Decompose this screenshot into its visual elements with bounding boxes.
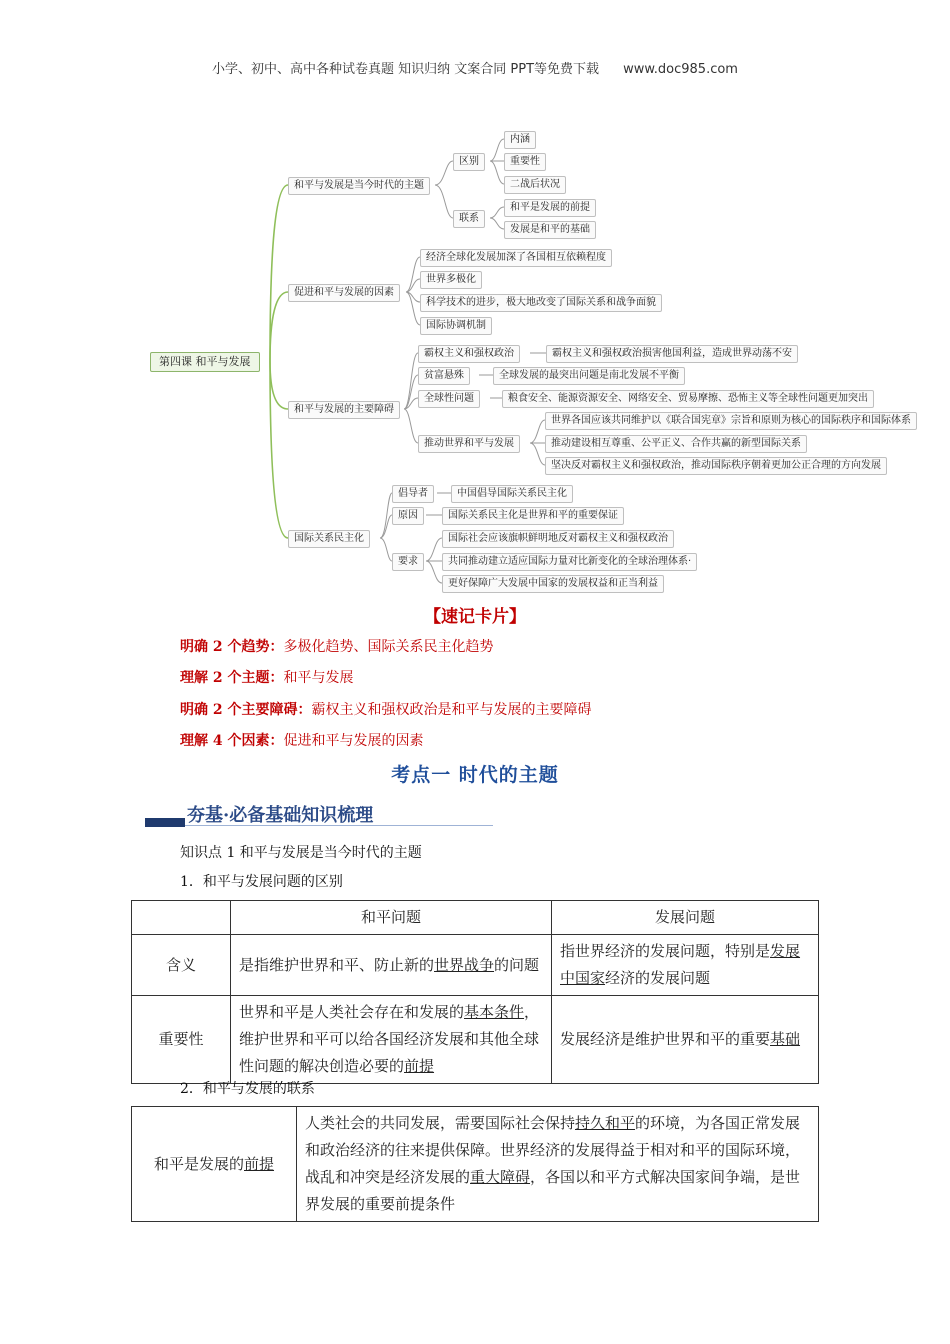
card-title: 【速记卡片】	[424, 607, 526, 627]
underlined-term: 世界战争	[434, 955, 495, 974]
mindmap-branch-democracy: 国际关系民主化	[288, 530, 370, 548]
mindmap-node: 原因	[392, 507, 424, 525]
header-text: 小学、初中、高中各种试卷真题 知识归纳 文案合同 PPT等免费下载	[212, 62, 600, 77]
cell-text: ，各国以和平方式解决国家间争端，是世界发展的重要前提条件	[305, 1168, 801, 1213]
header-site: www.doc985.com	[623, 62, 738, 77]
relation-table	[131, 1106, 819, 1222]
cell-text: 世界和平是人类社会存在和发展的	[239, 1003, 465, 1021]
mindmap-leaf: 和平是发展的前提	[504, 199, 596, 217]
mindmap-branch-factors: 促进和平与发展的因素	[288, 284, 400, 302]
banner-bar	[145, 818, 185, 827]
mindmap-leaf: 内涵	[504, 131, 536, 149]
banner	[145, 801, 493, 829]
mindmap-leaf: 发展是和平的基础	[504, 221, 596, 239]
card-value: 霸权主义和强权政治是和平与发展的主要障碍	[311, 702, 592, 718]
mindmap-leaf: 重要性	[504, 153, 546, 171]
row-header: 含义	[132, 935, 231, 996]
cell-text: 指世界经济的发展问题，特别是	[560, 942, 771, 960]
underlined-term: 基础	[770, 1030, 801, 1048]
mindmap-leaf: 全球发展的最突出问题是南北发展不平衡	[493, 367, 685, 385]
table-header-cell: 和平问题	[231, 901, 552, 935]
card-value: 多极化趋势、国际关系民主化趋势	[283, 639, 494, 655]
knowledge-point-title: 知识点 1 和平与发展是当今时代的主题	[180, 845, 422, 861]
banner-text: 夯基·必备基础知识梳理	[187, 805, 374, 826]
mindmap-leaf: 世界各国应该共同维护以《联合国宪章》宗旨和原则为核心的国际秩序和国际体系	[545, 412, 917, 430]
table-cell	[552, 935, 819, 996]
mindmap-branch-obstacles: 和平与发展的主要障碍	[288, 401, 400, 419]
mindmap-root: 第四课 和平与发展	[150, 352, 260, 372]
underlined-term: 前提	[244, 1154, 275, 1173]
card-line	[180, 699, 592, 719]
cell-text: 和平是发展的	[153, 1154, 244, 1173]
mindmap-leaf: 中国倡导国际关系民主化	[451, 485, 573, 503]
mindmap-leaf: 坚决反对霸权主义和强权政治，推动国际秩序朝着更加公正合理的方向发展	[545, 457, 887, 475]
card-value: 和平与发展	[283, 670, 354, 686]
mindmap-leaf: 经济全球化发展加深了各国相互依赖程度	[420, 249, 612, 267]
row-header	[132, 1107, 297, 1222]
cell-text: 的问题	[494, 955, 540, 974]
cell-text: 发展经济是维护世界和平的重要	[560, 1030, 771, 1048]
mindmap-leaf: 粮食安全、能源资源安全、网络安全、贸易摩擦、恐怖主义等全球性问题更加突出	[502, 390, 874, 408]
distinction-table	[131, 900, 819, 1084]
mindmap-leaf: 国际关系民主化是世界和平的重要保证	[442, 507, 624, 525]
mindmap-leaf: 霸权主义和强权政治损害他国利益，造成世界动荡不安	[546, 345, 798, 363]
mindmap-node: 要求	[392, 553, 424, 571]
mindmap-node-lianxi: 联系	[453, 210, 485, 228]
mindmap-leaf: 科学技术的进步，极大地改变了国际关系和战争面貌	[420, 294, 662, 312]
mindmap-node: 推动世界和平与发展	[418, 435, 520, 453]
underlined-term: 重大障碍	[470, 1168, 531, 1186]
card-key: 理解 2 个主题：	[180, 670, 284, 686]
mindmap-leaf: 二战后状况	[504, 176, 566, 194]
card-line	[180, 667, 354, 687]
mindmap-node: 全球性问题	[418, 390, 480, 408]
mindmap-node: 倡导者	[392, 485, 434, 503]
cell-text: 人类社会的共同发展，需要国际社会保持	[305, 1114, 576, 1132]
table-cell	[297, 1107, 819, 1222]
table-header-cell: 发展问题	[552, 901, 819, 935]
card-line	[180, 730, 424, 750]
card-key: 理解 4 个因素：	[180, 733, 284, 749]
mindmap-leaf: 更好保障广大发展中国家的发展权益和正当利益	[442, 575, 664, 593]
underlined-term: 前提	[404, 1057, 435, 1075]
cell-text: ，维护世界和平可以给各国经济发展和其他全球性问题的解决创造必要的	[239, 1003, 540, 1075]
card-key: 明确 2 个趋势：	[180, 639, 284, 655]
mindmap-node: 霸权主义和强权政治	[418, 345, 520, 363]
mindmap-leaf: 国际协调机制	[420, 317, 492, 335]
card-value: 促进和平与发展的因素	[283, 733, 424, 749]
mindmap-node: 贫富悬殊	[418, 367, 470, 385]
subsection-title: 2．和平与发展的联系	[180, 1081, 315, 1097]
underlined-term: 持久和平	[575, 1114, 636, 1132]
cell-text: 是指维护世界和平、防止新的	[239, 955, 435, 974]
table-cell	[552, 996, 819, 1084]
mindmap-leaf: 推动建设相互尊重、公平正义、合作共赢的新型国际关系	[545, 435, 807, 453]
subsection-title: 1．和平与发展问题的区别	[180, 874, 343, 890]
mindmap-leaf: 国际社会应该旗帜鲜明地反对霸权主义和强权政治	[442, 530, 674, 548]
table-cell	[231, 996, 552, 1084]
row-header: 重要性	[132, 996, 231, 1084]
card-line	[180, 636, 494, 656]
table-cell	[231, 935, 552, 996]
section-heading: 考点一 时代的主题	[391, 764, 559, 786]
cell-text: 的环境，为各国正常发展和政治经济的往来提供保障。世界经济的发展得益于相对和平的国际环境，战乱和冲突是经济发展的	[305, 1114, 801, 1186]
card-key: 明确 2 个主要障碍：	[180, 702, 312, 718]
mindmap-leaf: 世界多极化	[420, 271, 482, 289]
underlined-term: 基本条件	[464, 1003, 525, 1021]
underlined-term: 发展中国家	[560, 942, 801, 987]
mindmap-branch-theme: 和平与发展是当今时代的主题	[288, 177, 430, 195]
table-header-cell	[132, 901, 231, 935]
mindmap-node-qubie: 区别	[453, 153, 485, 171]
mindmap-leaf: 共同推动建立适应国际力量对比新变化的全球治理体系·	[442, 553, 697, 571]
cell-text: 经济的发展问题	[605, 969, 711, 987]
